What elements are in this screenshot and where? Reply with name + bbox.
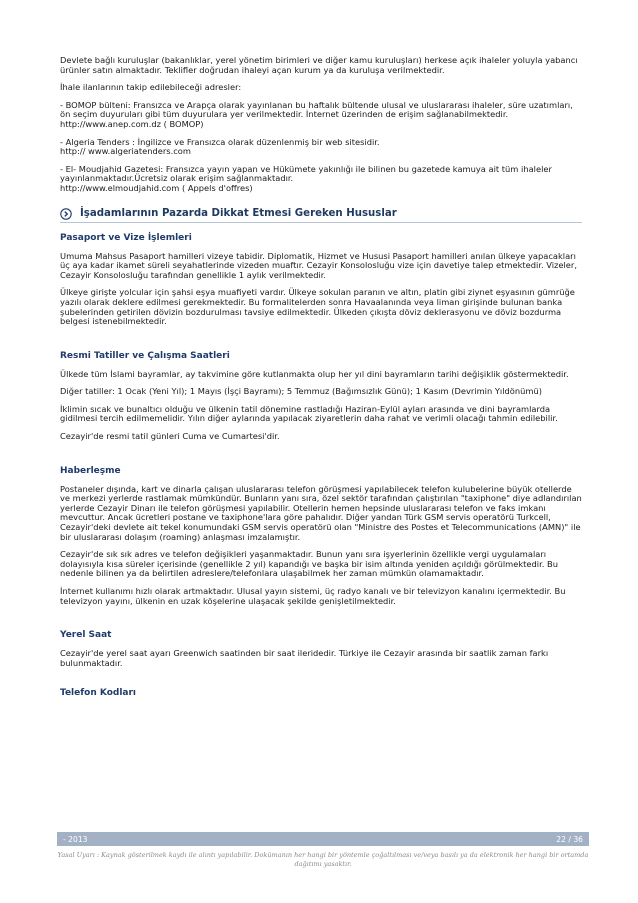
holidays-paragraph: İklimin sıcak ve bunaltıcı olduğu ve ülkenin tatil dönemine rastladığı Haziran-Eylül ayları arasında ve dini bayramlarda gidilmesi tercih edilmemelidir. Yılın diğer aylarında yapılacak ziyaretlerin daha rahat ve verimli olacağı tahmin edilebilir. [60, 403, 558, 424]
comms-paragraph: Postaneler dışında, kart ve dinarla çalışan uluslararası telefon görüşmesi yapılabilecek telefon kulubelerine büyük otellerde ve merkezi yerlerde rastlamak mümkündür. Bunların yanı sıra, özel sektör tarafından çalıştırılan "taxiphone" diye adlandırılan yerlerde Cezayir Dinarı ile telefon görüşmesi yapılabilir. Otellerin hemen hepsinde uluslararası telefon ve faks imkanı mevcuttur. Ancak ücretleri postane ve taxiphone'lara göre pahalıdır. Diğer yandan Türk GSM servis operatörü Turkcell, Cezayir'deki devlete ait tekel konumundaki GSM servis operatörü olan "Ministre des Postes et Telecommunications (AMN)" ile bir uluslararası dolaşım (roaming) anlaşması imzalamıştır. [60, 483, 582, 542]
passport-paragraph: Umuma Mahsus Pasaport hamilleri vizeye tabidir. Diplomatik, Hizmet ve Hususi Pasaport hamilleri anılan ülkeye yapacakları üç aya kadar ikamet süreli seyahatlerinde vizeden muaftır. Cezayir Konsolosluğu vize için davetiye talep etmektedir. Vizeler, Cezayir Konsolosluğu tarafından genellikle 1 aylık verilmektedir. [60, 250, 577, 280]
holidays-paragraph: Diğer tatiller: 1 Ocak (Yeni Yıl); 1 Mayıs (İşçi Bayramı); 5 Temmuz (Bağımsızlık Günü); 1 Kasım (Devrimin Yıldönümü) [60, 386, 542, 397]
section-header [60, 208, 582, 223]
comms-paragraph: Cezayir'de sık sık adres ve telefon değişikleri yaşanmaktadır. Bunun yanı sıra işyerlerinin özellikle vergi uygulamaları dolayısıyla kısa süreler içerisinde (genellikle 2 yıl) kapandığı ve başka bir isim altında yeniden açıldığı görülmektedir. Bu nedenle bilinen ya da belirtilen adreslere/telefonlara ulaşabilmek her zaman mümkün olamamaktadır. [60, 549, 558, 579]
intro-paragraph-algeria-tenders: - Algeria Tenders : İngilizce ve Fransızca olarak düzenlenmiş bir web sitesidir. http:// www.algeriatenders.com [60, 136, 380, 157]
heading-holidays: Resmi Tatiller ve Çalışma Saatleri [60, 350, 230, 361]
intro-paragraph-1: Devlete bağlı kuruluşlar (bakanlıklar, yerel yönetim birimleri ve diğer kamu kuruluşları) herkese açık ihaleler yoluyla yabancı ürünler satın almaktadır. Teklifler doğrudan ihaleyi açan kurum ya da kuruluşa verilmektedir. [60, 55, 578, 75]
section-title: İşadamlarının Pazarda Dikkat Etmesi Gereken Hususlar [80, 208, 397, 220]
document-body [60, 56, 582, 707]
heading-communications: Haberleşme [60, 465, 121, 476]
intro-paragraph-el-moudjahid: - El- Moudjahid Gazetesi: Fransızca yayın yapan ve Hükümete yakınlığı ile bilinen bu gazetede kamuya ait tüm ihaleler yayınlanmaktadır.Ücretsiz olarak erişim sağlanmaktadır. http://www.elmoudjahid.com ( Appels d'offres) [60, 163, 552, 193]
passport-paragraph: Ülkeye girişte yolcular için şahsi eşya muafiyeti vardır. Ülkeye sokulan paranın ve altın, platin gibi ziynet eşyasının gümrüğe yazılı olarak deklere edilmesi gerekmektedir. Bu formalitelerden sonra Havaalanında veya liman girişinde bulunan banka şubelerinden getirilen dövizin bozdurulması tavsiye edilmektedir. Ülkeden çıkışta döviz deklerasyonu ve döviz bozdurma belgesi istenebilmektedir. [60, 287, 575, 327]
legal-disclaimer: Yasal Uyarı : Kaynak gösterilmek kaydı ile alıntı yapılabilir. Dokümanın her hangi bir yöntemle çoğaltılması ve/veya basılı ya da elektronik her hangi bir ortamda dağıtımı yasaktır. [57, 851, 589, 868]
intro-paragraph-bomop: - BOMOP bülteni: Fransızca ve Arapça olarak yayınlanan bu haftalık bültende ulusal ve uluslararası ihaleler, süre uzatımları, ön seçim duyuruları gibi tüm duyurulara yer verilmektedir. İnternet üzerinden de erişim sağlanabilmektedir. http://www.anep.com.dz ( BOMOP) [60, 99, 573, 129]
holidays-paragraph: Cezayir'de resmi tatil günleri Cuma ve Cumartesi'dir. [60, 431, 280, 442]
intro-paragraph-2: İhale ilanlarının takip edilebileceği adresler: [60, 82, 242, 93]
footer-bar [57, 832, 589, 846]
heading-passport: Pasaport ve Vize İşlemleri [60, 232, 192, 243]
heading-phone-codes: Telefon Kodları [60, 688, 136, 699]
page-number: 22 / 36 [556, 834, 583, 844]
heading-local-time: Yerel Saat [60, 630, 112, 641]
holidays-paragraph: Ülkede tüm İslami bayramlar, ay takvimine göre kutlanmakta olup her yıl dini bayramların tarihi değişiklik göstermektedir. [60, 368, 569, 379]
time-paragraph: Cezayir'de yerel saat ayarı Greenwich saatinden bir saat ileridedir. Türkiye ile Cezayir arasında bir saatlik zaman farkı bulunmaktadır. [60, 648, 549, 668]
footer-year: - 2013 [63, 834, 88, 844]
comms-paragraph: İnternet kullanımı hızlı olarak artmaktadır. Ulusal yayın sistemi, üç radyo kanalı ve bir televizyon kanalını içermektedir. Bu televizyon yayını, ülkenin en uzak köşelerine ulaşacak şekilde genişletilmektedir. [60, 586, 566, 606]
chevron-circle-icon [60, 208, 72, 220]
